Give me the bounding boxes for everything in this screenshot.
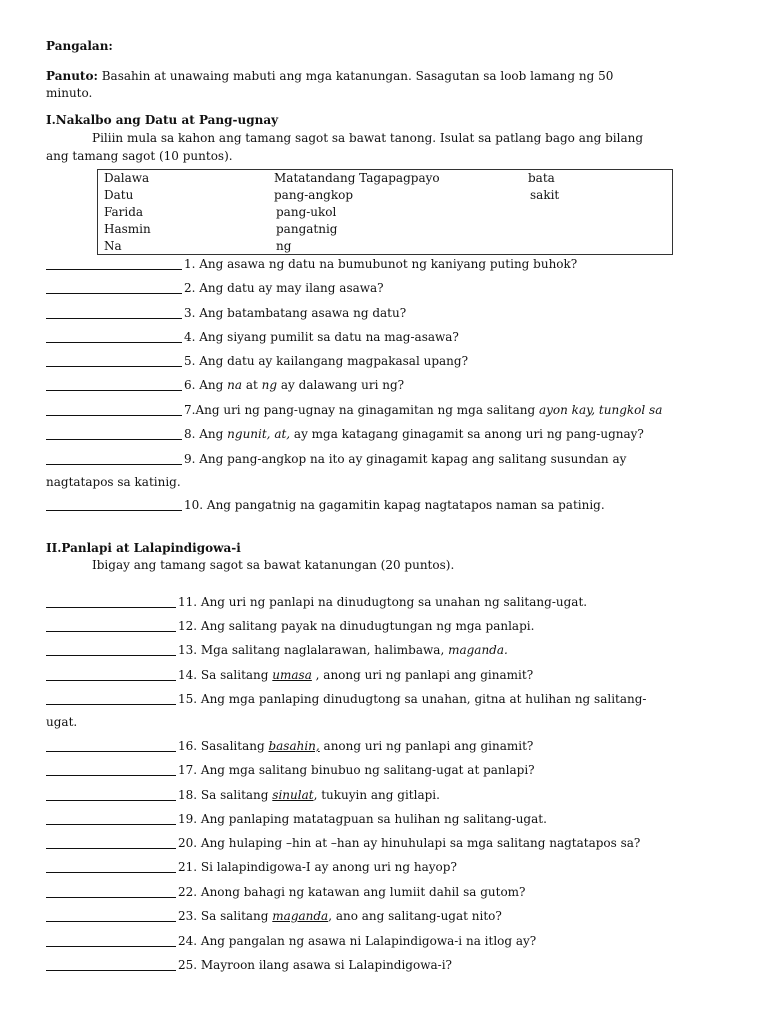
answer-blank[interactable] (46, 655, 176, 656)
question-segment: maganda. (448, 643, 508, 657)
question-segment: 17. Ang mga salitang binubuo ng salitang-ugat at panlapi? (178, 763, 535, 777)
panuto-text: Basahin at unawaing mabuti ang mga katanungan. Sasagutan sa loob lamang ng 50 (97, 69, 614, 83)
question-text (184, 280, 384, 296)
word-box-item: Datu (104, 188, 134, 202)
question-segment: ngunit, at, (227, 427, 291, 441)
question-segment: , tukuyin ang gitlapi. (313, 788, 440, 802)
question-segment: ay mga katagang ginagamit sa anong uri ng pang-ugnay? (290, 427, 644, 441)
answer-blank[interactable] (46, 390, 182, 391)
question-text (178, 859, 457, 875)
question-text (178, 884, 525, 900)
question-segment: 16. Sasalitang (178, 739, 269, 753)
answer-blank[interactable] (46, 800, 176, 801)
question-text (178, 933, 536, 949)
answer-blank[interactable] (46, 824, 176, 825)
question-segment: 24. Ang pangalan ng asawa ni Lalapindigowa-i na itlog ay? (178, 934, 537, 948)
question-segment: 18. Sa salitang (178, 788, 273, 802)
word-box-item: pangatnig (276, 222, 338, 236)
word-box-item: Hasmin (104, 222, 151, 236)
answer-blank[interactable] (46, 704, 176, 705)
question-segment: 7.Ang uri ng pang-ugnay na ginagamitan ng mga salitang (184, 403, 539, 417)
answer-blank[interactable] (46, 439, 182, 440)
question-segment: 2. Ang datu ay may ilang asawa? (184, 281, 384, 295)
question-text (184, 305, 406, 321)
answer-blank[interactable] (46, 318, 182, 319)
section-2-title: II.Panlapi at Lalapindigowa-i (46, 541, 241, 555)
answer-blank[interactable] (46, 872, 176, 873)
answer-blank[interactable] (46, 415, 182, 416)
question-text (184, 451, 626, 467)
question-segment: 8. Ang (184, 427, 228, 441)
answer-blank[interactable] (46, 946, 176, 947)
word-box-item: Dalawa (104, 171, 150, 185)
answer-blank[interactable] (46, 751, 176, 752)
question-segment: sinulat (272, 788, 314, 802)
question-segment: 5. Ang datu ay kailangang magpakasal upang? (184, 354, 468, 368)
question-segment: 21. Si lalapindigowa-I ay anong uri ng hayop? (178, 860, 457, 874)
panuto-line-1 (46, 68, 613, 84)
question-text (178, 642, 508, 658)
answer-blank[interactable] (46, 293, 182, 294)
question-text (184, 256, 577, 272)
question-continuation: ugat. (46, 715, 78, 729)
question-text (178, 835, 640, 851)
question-segment: at (242, 378, 262, 392)
question-segment: , ano ang salitang-ugat nito? (328, 909, 502, 923)
section-2-instructions: Ibigay ang tamang sagot sa bawat katanungan (20 puntos). (92, 558, 455, 572)
question-segment: ay dalawang uri ng? (277, 378, 405, 392)
answer-blank[interactable] (46, 848, 176, 849)
answer-blank[interactable] (46, 366, 182, 367)
question-segment: 10. Ang pangatnig na gagamitin kapag nagtatapos naman sa patinig. (184, 498, 605, 512)
answer-blank[interactable] (46, 970, 176, 971)
question-segment: 11. Ang uri ng panlapi na dinudugtong sa unahan ng salitang-ugat. (178, 595, 588, 609)
section-1-instructions-line-2: ang tamang sagot (10 puntos). (46, 149, 233, 163)
question-segment: 13. Mga salitang naglalarawan, halimbawa, (178, 643, 449, 657)
question-text (184, 402, 662, 418)
word-box (97, 169, 673, 255)
question-text (184, 353, 468, 369)
question-segment: 9. Ang pang-angkop na ito ay ginagamit kapag ang salitang susundan ay (184, 452, 627, 466)
panuto-line-2: minuto. (46, 86, 93, 100)
answer-blank[interactable] (46, 631, 176, 632)
question-text (178, 618, 534, 634)
word-box-item: Na (104, 239, 122, 253)
answer-blank[interactable] (46, 269, 182, 270)
question-text (178, 908, 502, 924)
question-segment: 23. Sa salitang (178, 909, 273, 923)
name-label: Pangalan: (46, 39, 113, 53)
question-segment: , anong uri ng panlapi ang ginamit? (311, 668, 534, 682)
word-box-item: sakit (530, 188, 560, 202)
answer-blank[interactable] (46, 342, 182, 343)
word-box-item: pang-ukol (276, 205, 337, 219)
question-continuation: nagtatapos sa katinig. (46, 475, 181, 489)
question-segment: 12. Ang salitang payak na dinudugtungan ng mga panlapi. (178, 619, 535, 633)
question-text (184, 377, 404, 393)
question-text (184, 497, 605, 513)
answer-blank[interactable] (46, 921, 176, 922)
answer-blank[interactable] (46, 897, 176, 898)
answer-blank[interactable] (46, 680, 176, 681)
answer-blank[interactable] (46, 607, 176, 608)
question-segment: umasa (272, 668, 312, 682)
question-segment: 1. Ang asawa ng datu na bumubunot ng kaniyang puting buhok? (184, 257, 578, 271)
answer-blank[interactable] (46, 464, 182, 465)
question-text (178, 738, 533, 754)
question-segment: 25. Mayroon ilang asawa si Lalapindigowa-i? (178, 958, 452, 972)
word-box-item: ng (276, 239, 292, 253)
question-text (178, 691, 646, 707)
question-segment: 14. Sa salitang (178, 668, 273, 682)
section-1-title: I.Nakalbo ang Datu at Pang-ugnay (46, 113, 279, 127)
question-segment: 4. Ang siyang pumilit sa datu na mag-asawa? (184, 330, 459, 344)
word-box-item: Farida (104, 205, 144, 219)
word-box-item: Matatandang Tagapagpayo (274, 171, 440, 185)
question-segment: 15. Ang mga panlaping dinudugtong sa unahan, gitna at hulihan ng salitang- (178, 692, 647, 706)
answer-blank[interactable] (46, 775, 176, 776)
question-text (178, 957, 452, 973)
section-1-instructions-line-1: Piliin mula sa kahon ang tamang sagot sa bawat tanong. Isulat sa patlang bago ang bilang (92, 131, 644, 145)
question-segment: ayon kay, tungkol sa (538, 403, 663, 417)
word-box-item: pang-angkop (274, 188, 354, 202)
question-text (178, 762, 535, 778)
question-segment: 3. Ang batambatang asawa ng datu? (184, 306, 407, 320)
question-text (178, 787, 440, 803)
question-text (184, 426, 644, 442)
question-segment: 20. Ang hulaping –hin at –han ay hinuhulapi sa mga salitang nagtatapos sa? (178, 836, 641, 850)
question-segment: maganda (272, 909, 329, 923)
question-segment: 19. Ang panlaping matatagpuan sa hulihan ng salitang-ugat. (178, 812, 547, 826)
question-segment: na (227, 378, 243, 392)
panuto-label: Panuto: (46, 69, 98, 83)
word-box-item: bata (528, 171, 555, 185)
question-segment: anong uri ng panlapi ang ginamit? (319, 739, 534, 753)
answer-blank[interactable] (46, 510, 182, 511)
question-segment: 22. Anong bahagi ng katawan ang lumiit dahil sa gutom? (178, 885, 526, 899)
question-segment: basahin, (268, 739, 320, 753)
question-text (178, 811, 547, 827)
question-text (178, 667, 533, 683)
question-segment: ng (261, 378, 278, 392)
question-text (184, 329, 459, 345)
question-text (178, 594, 587, 610)
question-segment: 6. Ang (184, 378, 228, 392)
